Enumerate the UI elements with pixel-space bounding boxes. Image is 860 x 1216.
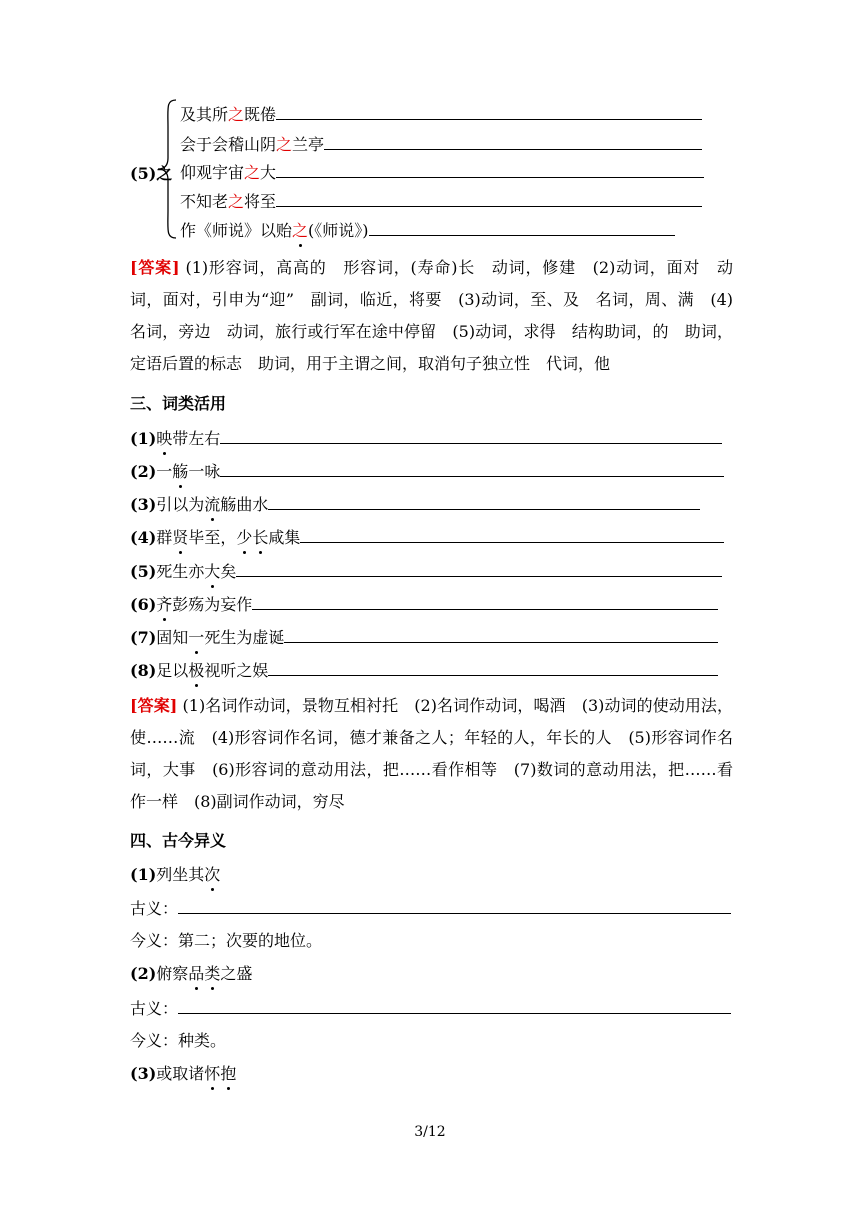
dotted-char: 一 [188, 628, 205, 647]
section5-item [180, 103, 702, 126]
item-text: 引以为 [156, 495, 205, 514]
item-text: 觞曲水 [220, 495, 269, 514]
dotted-char: 觞 [172, 462, 189, 481]
answer-blank[interactable] [300, 526, 724, 543]
item-text: 既倦 [244, 105, 277, 124]
jin-yi-line: 今义：第二；次要的地位。 [130, 931, 323, 950]
item-text: 群 [156, 528, 173, 547]
gu-yi-line [130, 997, 731, 1020]
item-text: 带左右 [172, 429, 221, 448]
answer-block-2 [130, 690, 733, 818]
answer-tag: [答案] [130, 696, 178, 715]
dotted-char: 怀 [204, 1064, 221, 1083]
item-number: (4) [130, 528, 157, 547]
section3-item [130, 427, 722, 450]
item-text: 死生为虚诞 [204, 628, 285, 647]
section5-item [180, 190, 702, 213]
answer-blank[interactable] [284, 626, 718, 643]
dotted-char: 次 [204, 865, 221, 884]
answer-blank[interactable] [268, 659, 718, 676]
section4-item [130, 1063, 236, 1085]
dotted-char: 少 [236, 528, 253, 547]
key-char: 之 [228, 105, 245, 124]
dotted-char: 流 [204, 495, 221, 514]
answer-blank[interactable] [369, 219, 675, 236]
section3-item [130, 526, 724, 549]
answer-blank[interactable] [324, 133, 702, 150]
section5-label: (5)之 [130, 164, 173, 183]
key-char: 之 [292, 221, 309, 240]
key-char: 之 [276, 135, 293, 154]
item-text: 固知 [156, 628, 189, 647]
item-number: (2) [130, 964, 157, 983]
item-text: 咸集 [268, 528, 301, 547]
dotted-char: 极 [188, 661, 205, 680]
answer-blank[interactable] [276, 103, 702, 120]
answer-tag: [答案] [130, 258, 180, 277]
section4-item [130, 963, 252, 985]
item-text: 及其所 [180, 105, 229, 124]
item-number: (3) [130, 495, 157, 514]
curly-brace-icon [156, 98, 178, 240]
dotted-char: 长 [252, 528, 269, 547]
item-number: (7) [130, 628, 157, 647]
page-number: 3/12 [414, 1124, 446, 1140]
item-text: 一 [156, 462, 173, 481]
item-text: 将至 [244, 192, 277, 211]
section4-title: 四、古今异义 [130, 831, 227, 850]
item-text: 作《师说》以贻 [180, 221, 293, 240]
gu-yi-line [130, 897, 731, 920]
section3-item [130, 560, 722, 583]
key-char: 之 [244, 163, 261, 182]
dotted-char: 映 [156, 429, 173, 448]
item-text: 会于会稽山阴 [180, 135, 277, 154]
item-number: (3) [130, 1064, 157, 1083]
answer-block-1 [130, 252, 733, 380]
item-text: 毕至， [188, 528, 237, 547]
gu-yi-label: 古义： [130, 899, 179, 918]
item-number: (5) [130, 562, 157, 581]
answer-blank[interactable] [220, 460, 724, 477]
section5-item [180, 161, 704, 184]
section3-item [130, 659, 718, 682]
item-text: 或取诸 [156, 1064, 205, 1083]
item-text: 俯察 [156, 964, 189, 983]
item-text: 仰观宇宙 [180, 163, 245, 182]
answer-blank[interactable] [276, 190, 702, 207]
dotted-char: 贤 [172, 528, 189, 547]
item-text: 视听之娱 [204, 661, 269, 680]
section3-item [130, 493, 700, 516]
dotted-char: 齐 [156, 595, 173, 614]
answer-blank[interactable] [268, 493, 700, 510]
dotted-char: 品 [188, 964, 205, 983]
answer-blank[interactable] [220, 427, 722, 444]
item-text: 彭殇为妄作 [172, 595, 253, 614]
dotted-char: 类 [204, 964, 221, 983]
item-number: (6) [130, 595, 157, 614]
section3-item [130, 593, 718, 616]
item-text: 大 [260, 163, 277, 182]
item-number: (8) [130, 661, 157, 680]
jin-yi-line: 今义：种类。 [130, 1031, 227, 1050]
dotted-char: 抱 [220, 1064, 237, 1083]
item-text: 之盛 [220, 964, 253, 983]
item-text: 不知老 [180, 192, 229, 211]
dotted-char: 大 [204, 562, 221, 581]
item-text: 兰亭 [292, 135, 325, 154]
answer-text: (1)名词作动词，景物互相衬托 (2)名词作动词，喝酒 (3)动词的使动用法，使……流 (4)形容词作名词，德才兼备之人；年轻的人，年长的人 (5)形容词作名词，大事 (6)形容词的意动用法，把……看作相等 (7)数词的意动用法，把……看作一样 (8)副词作动词，穷尽 [130, 696, 733, 811]
answer-blank[interactable] [276, 161, 704, 178]
item-number: (2) [130, 462, 157, 481]
item-text: 死生亦 [156, 562, 205, 581]
answer-text: (1)形容词，高高的 形容词，(寿命)长 动词，修建 (2)动词，面对 动词，面对，引申为“迎” 副词，临近，将要 (3)动词，至、及 名词，周、满 (4)名词，旁边 动词，旅行或行军在途中停留 (5)动词，求得 结构助词，的 助词，定语后置的标志 助词，用于主谓之间，取消句子独立性 代词，他 [130, 258, 733, 373]
section3-item [130, 626, 718, 649]
item-text: (《师说》) [308, 221, 369, 240]
answer-blank[interactable] [252, 593, 718, 610]
section3-item [130, 460, 724, 483]
item-number: (1) [130, 429, 157, 448]
item-number: (1) [130, 865, 157, 884]
gu-yi-label: 古义： [130, 999, 179, 1018]
item-text: 列坐其 [156, 865, 205, 884]
item-text: 足以 [156, 661, 189, 680]
answer-blank[interactable] [236, 560, 722, 577]
section5-item [180, 219, 675, 242]
answer-blank[interactable] [178, 897, 731, 914]
section4-item [130, 864, 220, 886]
section3-title: 三、词类活用 [130, 394, 227, 413]
item-text: 一咏 [188, 462, 221, 481]
item-text: 矣 [220, 562, 237, 581]
answer-blank[interactable] [178, 997, 731, 1014]
section5-item [180, 133, 702, 156]
key-char: 之 [228, 192, 245, 211]
